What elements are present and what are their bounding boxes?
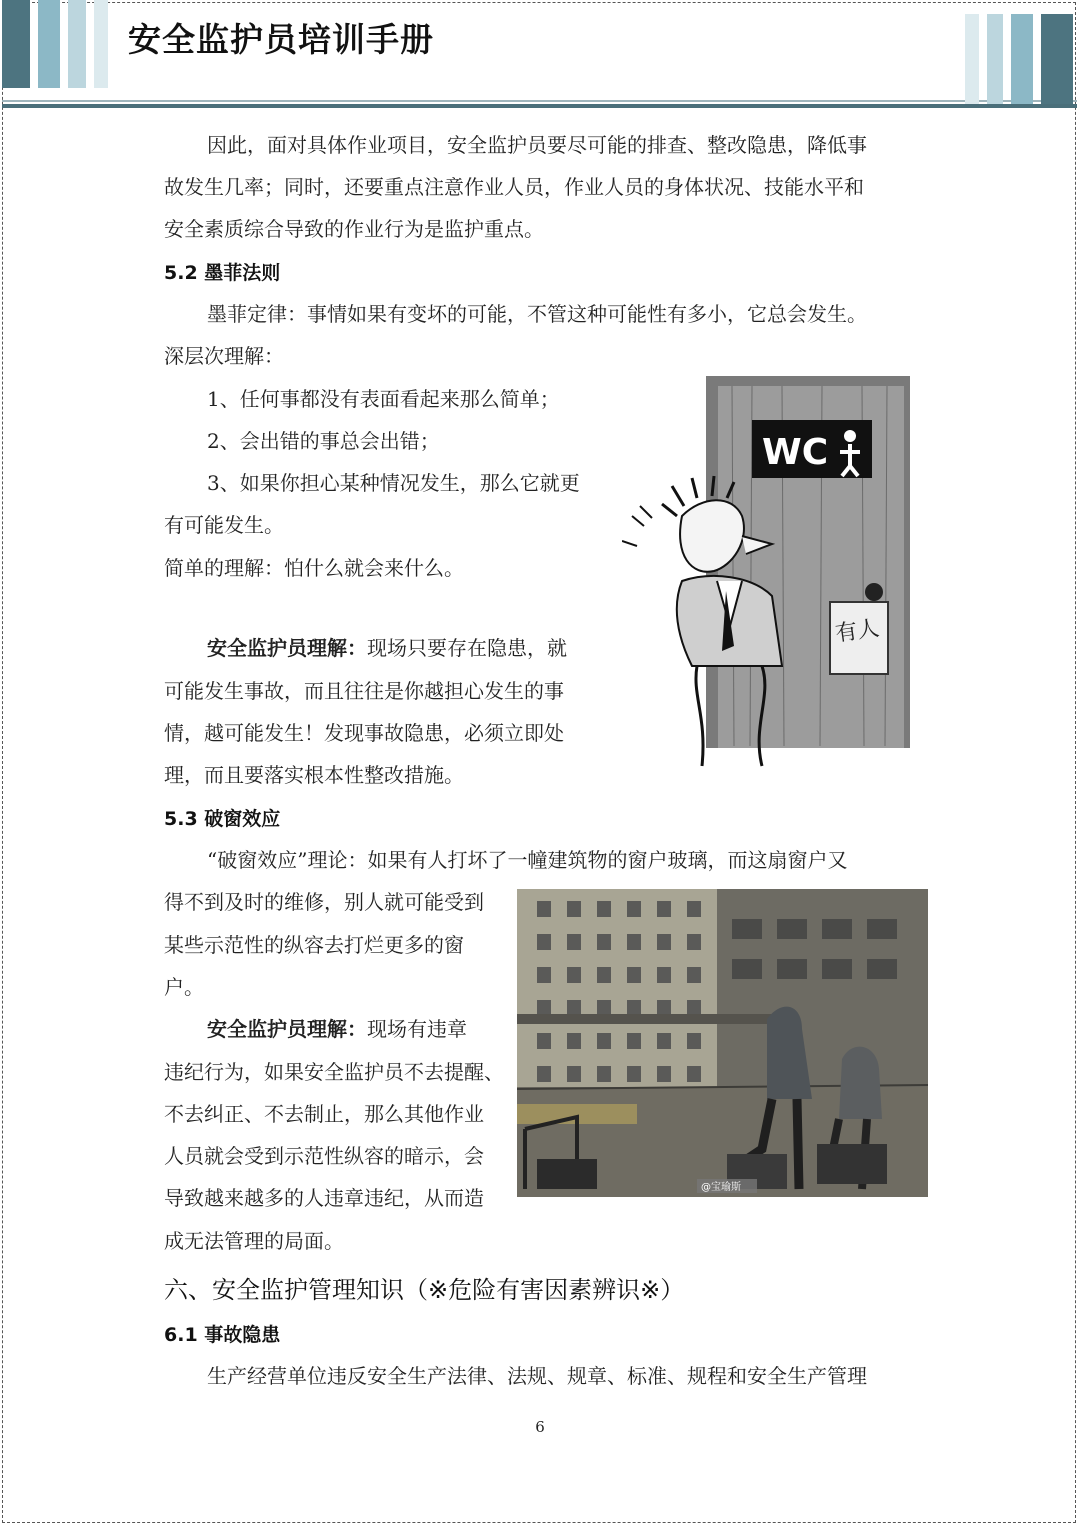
paragraph-line: 情，越可能发生！发现事故隐患，必须立即处	[164, 721, 564, 745]
paragraph-line: 简单的理解：怕什么就会来什么。	[164, 556, 464, 580]
paragraph-line: 故发生几率；同时，还要重点注意作业人员，作业人员的身体状况、技能水平和	[164, 175, 864, 199]
photo-watermark: @宝瑜斯	[701, 1182, 741, 1193]
paragraph-line: 得不到及时的维修，别人就可能受到	[164, 890, 484, 914]
header-divider-bold	[2, 104, 1077, 108]
paragraph-line: 导致越来越多的人违章违纪，从而造	[164, 1186, 484, 1210]
list-item: 2、会出错的事总会出错；	[207, 429, 440, 453]
paragraph-line: 安全监护员理解：现场只要存在隐患，就	[207, 636, 567, 660]
emphasis-label: 安全监护员理解：	[207, 636, 367, 660]
paragraph-line: 某些示范性的纵容去打烂更多的窗	[164, 933, 464, 957]
cartoon-illustration	[622, 366, 928, 772]
chapter-heading-6: 六、安全监护管理知识（※危险有害因素辨识※）	[164, 1276, 685, 1304]
paragraph-line: 可能发生事故，而且往往是你越担心发生的事	[164, 679, 564, 703]
list-item: 3、如果你担心某种情况发生，那么它就更	[207, 471, 580, 495]
page-number: 6	[535, 1418, 545, 1436]
paragraph-line: 安全素质综合导致的作业行为是监护重点。	[164, 217, 544, 241]
paragraph-line: 因此，面对具体作业项目，安全监护员要尽可能的排查、整改隐患，降低事	[207, 133, 867, 157]
paragraph-line: 户。	[164, 975, 204, 999]
paragraph-line: 理，而且要落实根本性整改措施。	[164, 763, 464, 787]
paragraph-line: 违纪行为，如果安全监护员不去提醒、	[164, 1060, 504, 1084]
paragraph-line: 人员就会受到示范性纵容的暗示，会	[164, 1144, 484, 1168]
paragraph-line: 安全监护员理解：现场有违章	[207, 1017, 467, 1041]
section-heading-6-1: 6.1 事故隐患	[164, 1324, 281, 1346]
page-header-title: 安全监护员培训手册	[128, 20, 434, 59]
emphasis-label: 安全监护员理解：	[207, 1017, 367, 1041]
header-decoration-right	[965, 14, 1077, 104]
header-divider	[2, 100, 1077, 102]
paragraph-line: 深层次理解：	[164, 344, 284, 368]
broken-window-illustration	[517, 889, 928, 1197]
wc-sign-text: WC	[762, 432, 829, 473]
section-heading-5-2: 5.2 墨菲法则	[164, 262, 281, 284]
paragraph-line: 不去纠正、不去制止，那么其他作业	[164, 1102, 484, 1126]
header-decoration-left	[2, 0, 110, 88]
paragraph-line: “破窗效应”理论：如果有人打坏了一幢建筑物的窗户玻璃，而这扇窗户又	[207, 848, 848, 872]
occupied-sign-text: 有人	[833, 616, 881, 647]
paragraph-line: 成无法管理的局面。	[164, 1229, 344, 1253]
paragraph-line: 生产经营单位违反安全生产法律、法规、规章、标准、规程和安全生产管理	[207, 1364, 867, 1388]
paragraph-line: 墨菲定律：事情如果有变坏的可能，不管这种可能性有多小，它总会发生。	[207, 302, 867, 326]
section-heading-5-3: 5.3 破窗效应	[164, 808, 281, 830]
paragraph-line: 有可能发生。	[164, 513, 284, 537]
list-item: 1、任何事都没有表面看起来那么简单；	[207, 387, 560, 411]
